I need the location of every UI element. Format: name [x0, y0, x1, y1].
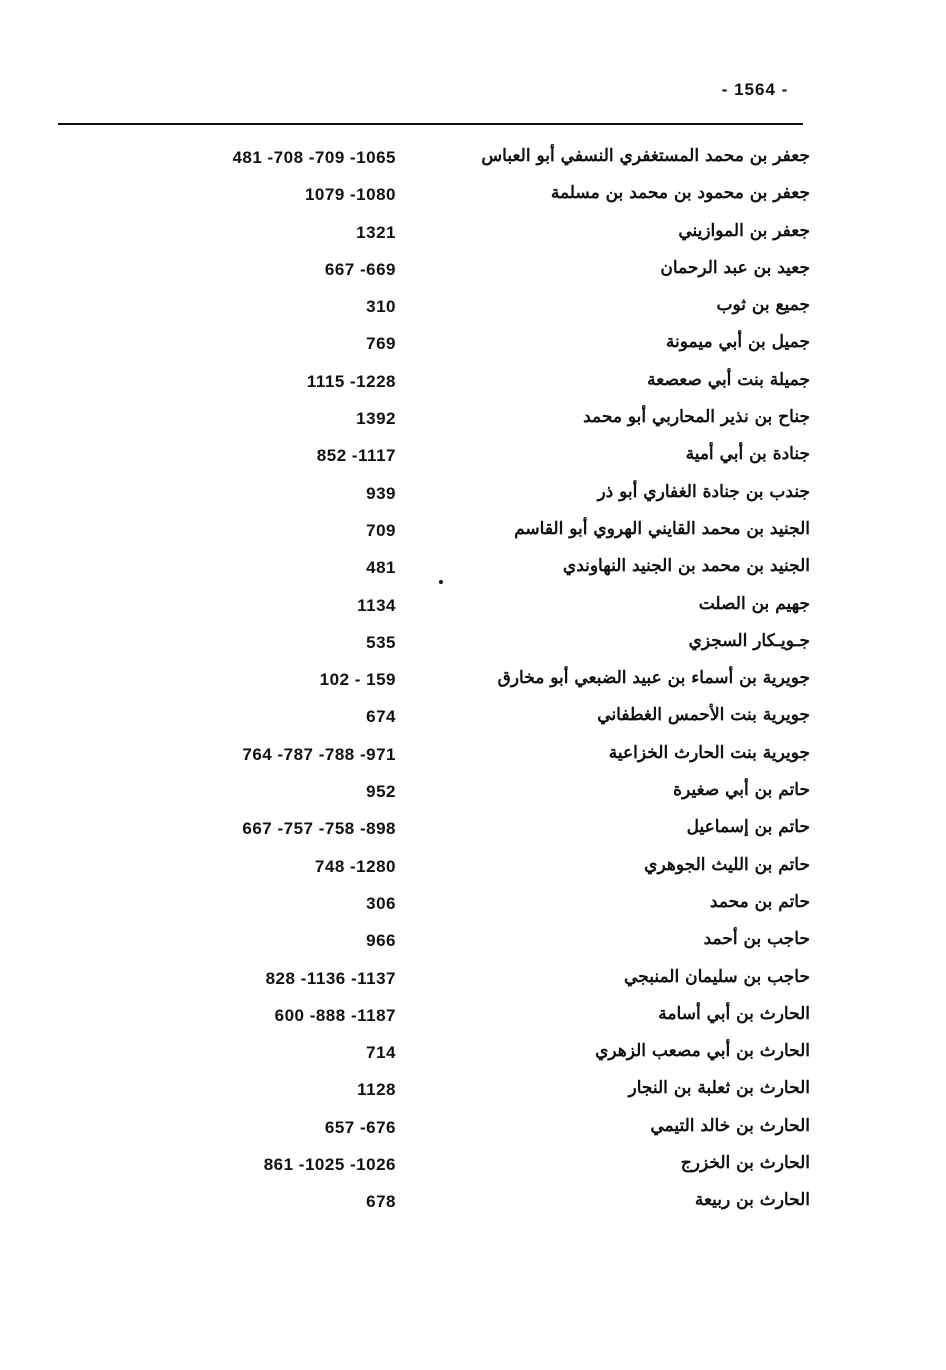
index-entry — [0, 699, 946, 736]
entry-pages: 667 -669 — [324, 259, 396, 279]
index-entry — [0, 289, 946, 326]
index-entry — [0, 849, 946, 886]
index-entry — [0, 326, 946, 363]
entry-pages: 102 - 159 — [319, 670, 396, 690]
entry-pages: 481 -708 -709 -1065 — [232, 148, 396, 167]
entry-name: حاتم بن الليث الجوهري — [644, 854, 810, 875]
index-entry — [0, 1110, 946, 1147]
index-entry — [0, 811, 946, 848]
entry-pages: 600 -888 -1187 — [274, 1005, 396, 1025]
entry-pages: 714 — [366, 1043, 396, 1063]
index-entry — [0, 476, 946, 513]
entry-name: الحارث بن أبي أسامة — [658, 1003, 810, 1024]
entry-name: الجنيد بن محمد بن الجنيد النهاوندي — [562, 556, 810, 577]
entry-name: جويرية بنت الأحمس الغطفاني — [597, 705, 810, 726]
ink-speck — [439, 580, 443, 584]
index-entry — [0, 215, 946, 252]
entry-name: جميع بن ثوب — [716, 295, 810, 316]
index-entry — [0, 1072, 946, 1109]
entry-pages: 535 — [366, 632, 396, 652]
entry-name: حاجب بن سليمان المنبجي — [624, 966, 810, 987]
entry-pages: 966 — [366, 931, 396, 951]
entry-pages: 828 -1136 -1137 — [265, 968, 396, 988]
entry-pages: 1321 — [356, 222, 396, 242]
entry-pages: 939 — [366, 483, 396, 503]
header-rule — [58, 123, 803, 125]
entry-pages: 657 -676 — [324, 1117, 396, 1137]
entry-name: جميل بن أبي ميمونة — [665, 332, 810, 353]
entry-name: جعيد بن عبد الرحمان — [660, 257, 810, 278]
index-entry — [0, 513, 946, 550]
entry-name: الحارث بن ثعلبة بن النجار — [628, 1078, 810, 1099]
entry-pages: 709 — [366, 520, 396, 540]
index-entry — [0, 401, 946, 438]
entry-name: الحارث بن ربيعة — [694, 1190, 810, 1211]
entry-name: حاتم بن أبي صغيرة — [673, 780, 810, 801]
entry-name: الحارث بن أبي مصعب الزهري — [595, 1041, 810, 1062]
entry-pages: 481 — [366, 558, 396, 578]
entry-name: جهيم بن الصلت — [698, 593, 810, 614]
entry-name: جويرية بن أسماء بن عبيد الضبعي أبو مخارق — [497, 668, 810, 689]
index-entry — [0, 886, 946, 923]
entry-pages: 674 — [366, 707, 396, 727]
entry-pages: 764 -787 -788 -971 — [242, 744, 396, 764]
entry-name: الحارث بن الخزرج — [680, 1153, 810, 1174]
entry-pages: 952 — [366, 782, 396, 802]
index-list — [0, 140, 946, 1222]
index-entry — [0, 923, 946, 960]
entry-name: جندب بن جنادة الغفاري أبو ذر — [597, 481, 810, 502]
entry-pages: 748 -1280 — [314, 856, 396, 876]
entry-name: جعفر بن الموازيني — [678, 220, 810, 241]
entry-pages: 1128 — [357, 1080, 396, 1100]
index-entry — [0, 588, 946, 625]
entry-name: جميلة بنت أبي صعصعة — [647, 369, 810, 390]
entry-name: حاتم بن محمد — [709, 891, 810, 912]
page-number: - 1564 - — [721, 80, 789, 99]
index-entry — [0, 961, 946, 998]
entry-pages: 1392 — [356, 409, 396, 429]
index-entry — [0, 438, 946, 475]
entry-name: جنادة بن أبي أمية — [685, 444, 810, 465]
index-entry — [0, 998, 946, 1035]
index-entry — [0, 550, 946, 587]
index-entry — [0, 177, 946, 214]
entry-pages: 769 — [366, 334, 396, 354]
index-entry — [0, 737, 946, 774]
index-entry — [0, 774, 946, 811]
entry-pages: 852 -1117 — [316, 446, 396, 466]
entry-pages: 678 — [366, 1192, 396, 1212]
index-entry — [0, 1035, 946, 1072]
entry-name: الجنيد بن محمد القايني الهروي أبو القاسم — [514, 518, 810, 539]
index-entry — [0, 1147, 946, 1184]
entry-name: جعفر بن محمد المستغفري النسفي أبو العباس — [481, 146, 810, 166]
index-entry — [0, 364, 946, 401]
entry-pages: 1115 -1228 — [306, 371, 396, 391]
entry-pages: 306 — [366, 893, 396, 913]
entry-name: حاجب بن أحمد — [703, 929, 810, 950]
index-entry — [0, 625, 946, 662]
entry-name: الحارث بن خالد التيمي — [650, 1115, 810, 1136]
index-entry — [0, 252, 946, 289]
entry-name: جـويـكار السجزي — [688, 630, 810, 651]
entry-pages: 1134 — [357, 595, 396, 615]
index-entry — [0, 140, 946, 177]
entry-pages: 667 -757 -758 -898 — [242, 819, 396, 839]
entry-name: جناح بن نذير المحاربي أبو محمد — [583, 407, 810, 428]
entry-name: جعفر بن محمود بن محمد بن مسلمة — [550, 183, 810, 204]
entry-pages: 861 -1025 -1026 — [263, 1155, 396, 1175]
entry-name: حاتم بن إسماعيل — [686, 817, 810, 838]
index-entry — [0, 662, 946, 699]
entry-pages: 310 — [366, 297, 396, 317]
entry-name: جويرية بنت الحارث الخزاعية — [608, 742, 810, 763]
index-entry — [0, 1184, 946, 1221]
entry-pages: 1079 -1080 — [304, 185, 396, 205]
